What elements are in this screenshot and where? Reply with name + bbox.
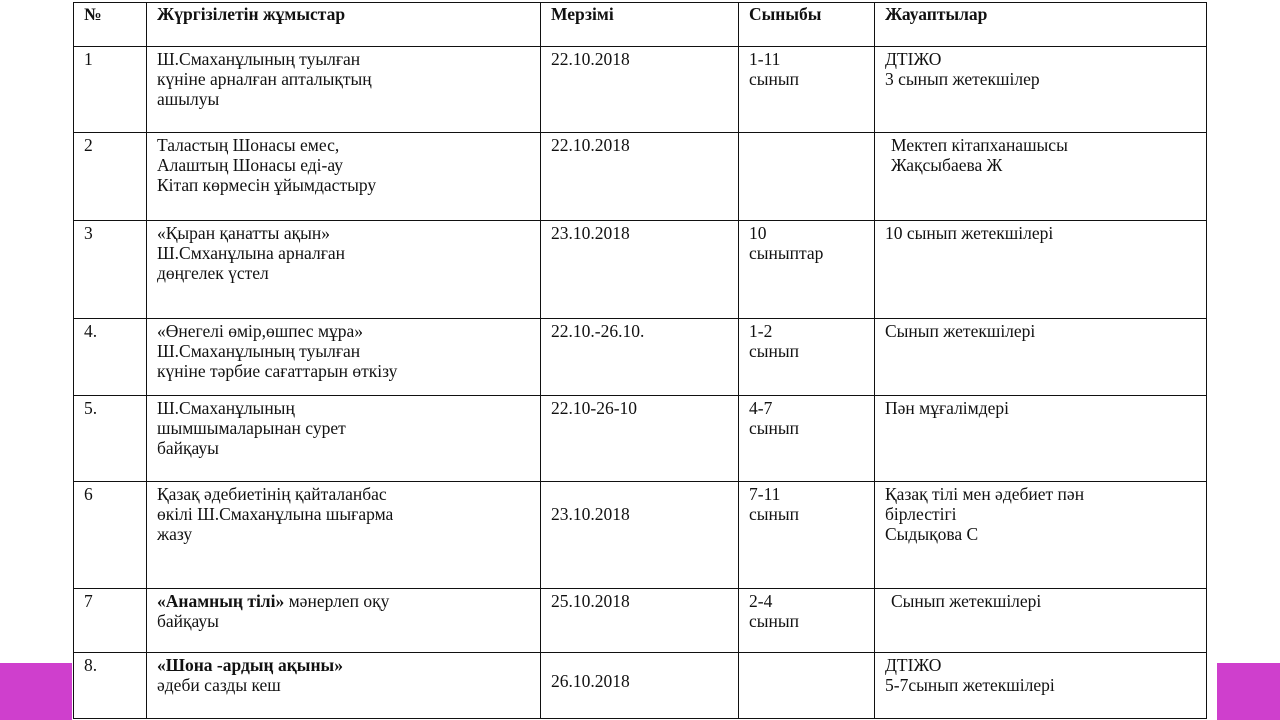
- row-number: 5.: [74, 396, 147, 482]
- activity-cell: Ш.Смаханұлының туылған күніне арналған апталықтың ашылуы: [147, 47, 541, 133]
- accent-bar-left: [0, 663, 72, 720]
- date-cell: 25.10.2018: [541, 589, 739, 653]
- activity-cell: [147, 653, 541, 719]
- activity-text: әдеби сазды кеш: [157, 675, 281, 695]
- date-cell: 23.10.2018: [541, 482, 739, 589]
- table-row: [74, 221, 1207, 319]
- grade-cell: 4-7 сынып: [739, 396, 875, 482]
- row-number: 4.: [74, 319, 147, 396]
- responsible-cell: ДТІЖО 5-7сынып жетекшілері: [875, 653, 1207, 719]
- row-number: 8.: [74, 653, 147, 719]
- grade-cell: [739, 653, 875, 719]
- event-plan-table: [73, 2, 1207, 719]
- grade-cell: 2-4 сынып: [739, 589, 875, 653]
- date-cell: 22.10.-26.10.: [541, 319, 739, 396]
- grade-cell: 10 сыныптар: [739, 221, 875, 319]
- header-grade: Сыныбы: [739, 3, 875, 47]
- row-number: 7: [74, 589, 147, 653]
- row-number: 3: [74, 221, 147, 319]
- responsible-cell: Сынып жетекшілері: [875, 319, 1207, 396]
- grade-cell: 1-11 сынып: [739, 47, 875, 133]
- date-cell: 26.10.2018: [541, 653, 739, 719]
- date-cell: 22.10.2018: [541, 133, 739, 221]
- header-activity: Жүргізілетін жұмыстар: [147, 3, 541, 47]
- date-cell: 22.10-26-10: [541, 396, 739, 482]
- date-cell: 23.10.2018: [541, 221, 739, 319]
- table-header-row: [74, 3, 1207, 47]
- activity-title: «Шона -ардың ақыны»: [157, 655, 343, 675]
- header-date: Мерзімі: [541, 3, 739, 47]
- activity-cell: «Қыран қанатты ақын» Ш.Смханұлына арналған дөңгелек үстел: [147, 221, 541, 319]
- responsible-cell: Пән мұғалімдері: [875, 396, 1207, 482]
- activity-cell: Қазақ әдебиетінің қайталанбас өкілі Ш.Смаханұлына шығарма жазу: [147, 482, 541, 589]
- activity-cell: [147, 589, 541, 653]
- grade-cell: [739, 133, 875, 221]
- grade-cell: 1-2 сынып: [739, 319, 875, 396]
- row-number: 6: [74, 482, 147, 589]
- activity-cell: Таластың Шонасы емес, Алаштың Шонасы еді-ау Кітап көрмесін ұйымдастыру: [147, 133, 541, 221]
- activity-title: «Анамның тілі»: [157, 591, 285, 611]
- table-row: [74, 482, 1207, 589]
- responsible-cell: Сынып жетекшілері: [875, 589, 1207, 653]
- grade-cell: 7-11 сынып: [739, 482, 875, 589]
- row-number: 1: [74, 47, 147, 133]
- accent-bar-right: [1217, 663, 1280, 720]
- table-row: [74, 133, 1207, 221]
- header-number: №: [74, 3, 147, 47]
- activity-cell: «Өнегелі өмір,өшпес мұра» Ш.Смаханұлының туылған күніне тәрбие сағаттарын өткізу: [147, 319, 541, 396]
- activity-text: мәнерлеп оқу байқауы: [157, 591, 390, 631]
- table-row: [74, 653, 1207, 719]
- responsible-cell: Мектеп кітапханашысы Жақсыбаева Ж: [875, 133, 1207, 221]
- table-row: [74, 47, 1207, 133]
- header-responsible: Жауаптылар: [875, 3, 1207, 47]
- activity-cell: Ш.Смаханұлының шымшымаларынан сурет байқауы: [147, 396, 541, 482]
- table-row: [74, 589, 1207, 653]
- table-row: [74, 319, 1207, 396]
- table-row: [74, 396, 1207, 482]
- responsible-cell: 10 сынып жетекшілері: [875, 221, 1207, 319]
- responsible-cell: ДТІЖО 3 сынып жетекшілер: [875, 47, 1207, 133]
- date-cell: 22.10.2018: [541, 47, 739, 133]
- row-number: 2: [74, 133, 147, 221]
- responsible-cell: Қазақ тілі мен әдебиет пән бірлестігі Сыдықова С: [875, 482, 1207, 589]
